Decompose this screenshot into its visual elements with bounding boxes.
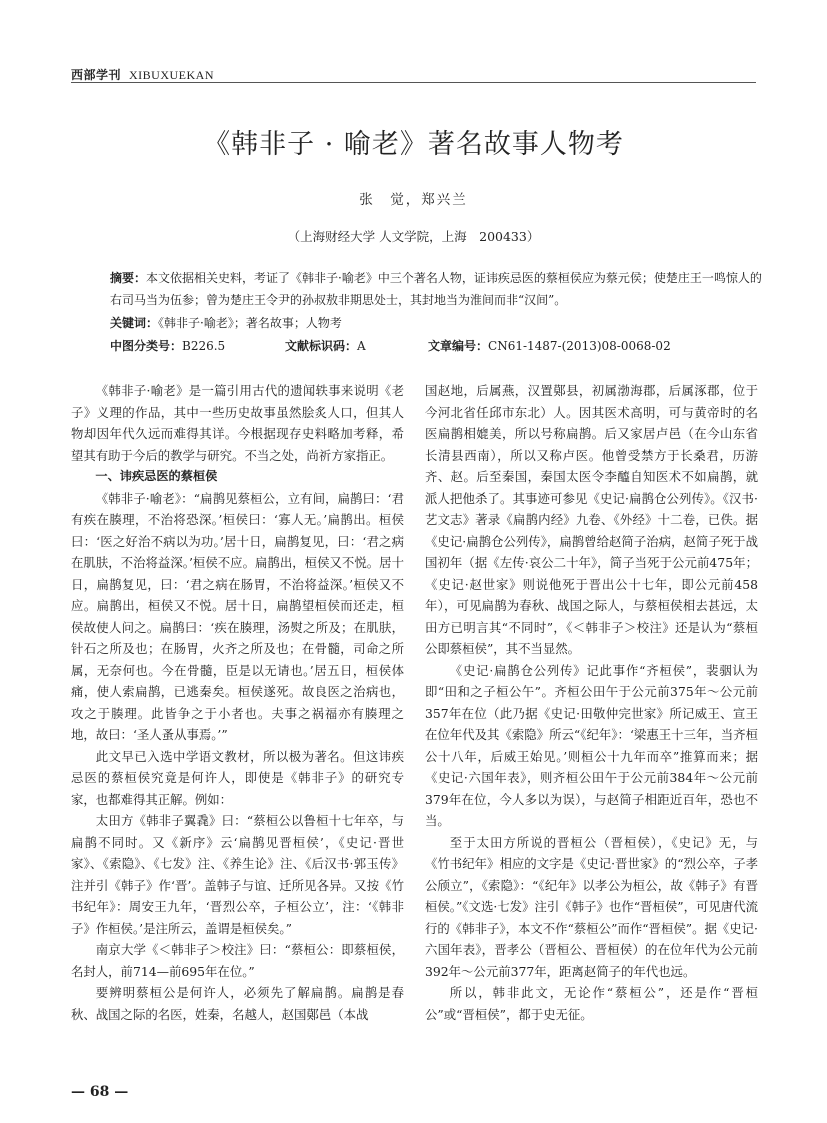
doc-code-value: A [357,339,366,353]
paragraph: 国赵地，后属燕，汉置鄚县，初属渤海郡，后属涿郡，位于今河北省任邱市东北）人。因其医术高明，可与黄帝时的名医扁鹊相媲美，所以号称扁鹊。后又家居卢邑（在今山东省长清县西南），所以又称卢医。他曾受禁方于长桑君，历游齐、赵。后至秦国，秦国太医令李醯自知医术不如扁鹊，就派人把他杀了。其事迹可参见《史记·扁鹊仓公列传》。《汉书·艺文志》著录《扁鹊内经》九卷、《外经》十二卷，已佚。据《史记·扁鹊仓公列传》，扁鹊曾给赵简子治病，赵简子死于战国初年（据《左传·哀公二十年》，简子当死于公元前475年；《史记·赵世家》则说他死于晋出公十七年，即公元前458年），可见扁鹊为春秋、战国之际人，与蔡桓侯相去甚远，太田方已明言其“不同时”，《＜韩非子＞校注》还是认为“蔡桓公即蔡桓侯”，其不当显然。 [425,383,758,656]
clc-label: 中图分类号： [110,339,183,353]
keywords-label: 关键词： [110,316,159,330]
affiliation: （上海财经大学 人文学院，上海 200433） [287,229,540,244]
journal-name: 西部学刊 [71,68,122,82]
header-rule [71,82,756,83]
doc-code-label: 文献标识码： [285,339,358,353]
section-heading: 一、讳疾忌医的蔡桓侯 [95,469,218,483]
paragraph: 此文早已入选中学语文教材，所以极为著名。但这讳疾忌医的蔡桓侯究竟是何许人，即使是《韩非子》的研究专家，也都难得其正解。例如： [71,748,404,807]
article-number-label: 文章编号： [428,339,489,353]
abstract-label: 摘要： [110,271,147,285]
journal-pinyin: XIBUXUEKAN [129,68,215,82]
clc-value: B226.5 [182,339,226,353]
paragraph: 要辨明蔡桓公是何许人，必须先了解扁鹊。扁鹊是春秋、战国之际的名医，姓秦，名越人，赵国鄚邑（本战 [71,985,404,1022]
paragraph: 南京大学《＜韩非子＞校注》曰：“蔡桓公：即蔡桓侯，名封人，前714—前695年在位。” [71,942,404,979]
keywords-text: 《韩非子·喻老》；著名故事；人物考 [158,316,342,330]
running-header [71,66,214,83]
keywords [110,314,765,331]
abstract-text: 本文依据相关史料，考证了《韩非子·喻老》中三个著名人物，证讳疾忌医的蔡桓侯应为蔡元侯；使楚庄王一鸣惊人的右司马当为伍参；曾为楚庄王令尹的孙叔敖非期思处士，其封地当为淮间而非“汉间”。 [110,271,762,307]
paragraph: 《韩非子·喻老》是一篇引用古代的遗闻轶事来说明《老子》义理的作品，其中一些历史故事虽然脍炙人口，但其人物却因年代久远而难得其详。今根据现存史料略加考释，希望其有助于今后的教学与研究。不当之处，尚祈方家指正。 [71,383,404,463]
right-column [425,380,758,1025]
abstract [110,268,765,311]
article-number-value: CN61-1487-(2013)08-0068-02 [488,339,671,353]
page-number: — 68 — [71,1084,129,1100]
paragraph: 《韩非子·喻老》：“扁鹊见蔡桓公，立有间，扁鹊曰：‘君有疾在腠理，不治将恐深。’桓侯曰：‘寡人无。’扁鹊出。桓侯曰：‘医之好治不病以为功。’居十日，扁鹊复见，曰：‘君之病在肌肤，不治将益深。’桓侯不应。扁鹊出，桓侯又不悦。居十日，扁鹊复见，曰：‘君之病在肠胃，不治将益深。’桓侯又不应。扁鹊出，桓侯又不悦。居十日，扁鹊望桓侯而还走，桓侯故使人问之。扁鹊曰：‘疾在腠理，汤熨之所及；在肌肤，针石之所及也；在肠胃，火齐之所及也；在骨髓，司命之所属，无奈何也。今在骨髓，臣是以无请也。’居五日，桓侯体痛，使人索扁鹊，已逃秦矣。桓侯遂死。故良医之治病也，攻之于腠理。此皆争之于小者也。夫事之祸福亦有腠理之地，故曰：‘圣人蚤从事焉。’” [71,490,404,742]
paragraph: 太田方《韩非子翼毳》曰：“蔡桓公以鲁桓十七年卒，与扁鹊不同时。又《新序》云‘扁鹊见晋桓侯’，《史记·晋世家》、《索隐》、《七发》注、《养生论》注、《后汉书·郭玉传》注并引《韩子》作‘晋’。盖韩子与谊、迁所见各异。又按《竹书纪年》：周安王九年，‘晋烈公卒，子桓公立’，注：‘《韩非子》作桓侯。’是注所云，盖谓是桓侯矣。” [71,813,404,936]
left-column [71,380,404,1025]
paragraph: 《史记·扁鹊仓公列传》记此事作“齐桓侯”，裴骃认为即“田和之子桓公午”。齐桓公田午于公元前375年～公元前357年在位（此乃据《史记·田敬仲完世家》所记威王、宣王在位年代及其《索隐》所云“《纪年》：‘梁惠王十三年，当齐桓公十八年，后威王始见。’则桓公十九年而卒”推算而来；据《史记·六国年表》，则齐桓公田午于公元前384年～公元前379年在位，今人多以为误），与赵简子相距近百年，恐也不当。 [425,662,758,828]
article-title: 《韩非子 · 喻老》著名故事人物考 [203,129,624,160]
paragraph: 所以，韩非此文，无论作“蔡桓公”，还是作“晋桓公”或“晋桓侯”，都于史无征。 [425,985,758,1022]
paragraph: 至于太田方所说的晋桓公（晋桓侯），《史记》无，与《竹书纪年》相应的文字是《史记·晋世家》的“烈公卒，子孝公颀立”，《索隐》：“《纪年》以孝公为桓公，故《韩子》有晋桓侯。”《文选·七发》注引《韩子》也作“晋桓侯”，可见唐代流行的《韩非子》，本文不作“蔡桓公”而作“晋桓侯”。据《史记·六国年表》，晋孝公（晋桓公、晋桓侯）的在位年代为公元前392年～公元前377年，距离赵简子的年代也远。 [425,834,758,979]
authors: 张 觉，郑兴兰 [359,192,468,208]
